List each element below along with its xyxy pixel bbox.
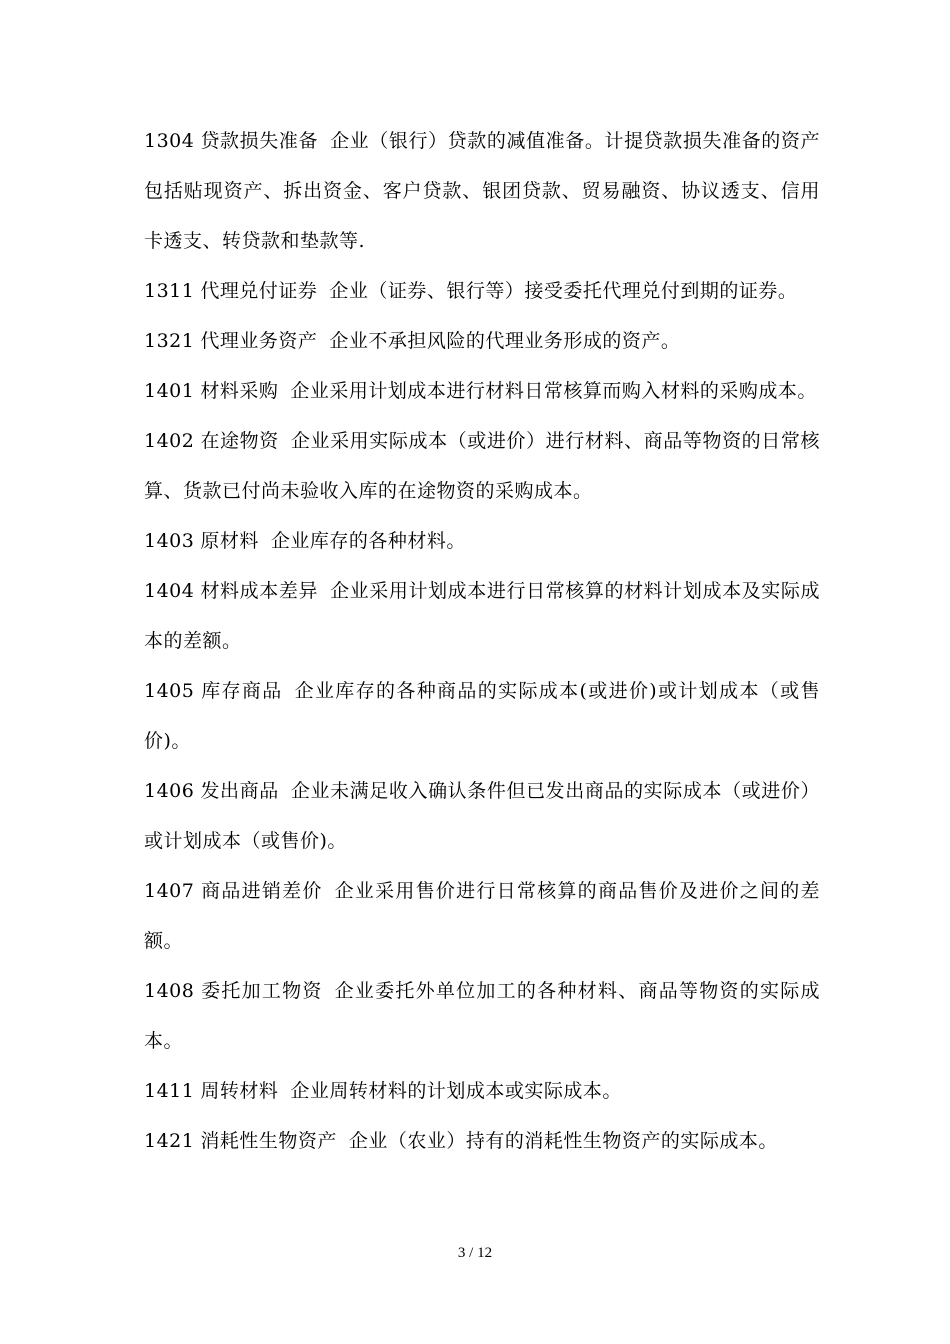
entry-1421 [144, 1116, 820, 1166]
page-number: 3 / 12 [457, 1245, 493, 1261]
entry-name: 代理业务资产 [200, 330, 318, 352]
entry-1408 [144, 966, 820, 1066]
entry-description: 企业委托外单位加工的各种材料、商品等物资的实际成本。 [144, 980, 820, 1052]
entry-code: 1304 [144, 130, 195, 152]
entry-1404 [144, 566, 820, 666]
entry-code: 1311 [144, 280, 195, 302]
entry-name: 原材料 [200, 530, 259, 552]
entry-description: 企业采用计划成本进行日常核算的材料计划成本及实际成本的差额。 [144, 580, 820, 652]
entry-description: 企业未满足收入确认条件但已发出商品的实际成本（或进价）或计划成本（或售价)。 [144, 780, 820, 852]
entry-name: 在途物资 [200, 430, 279, 452]
entry-name: 委托加工物资 [200, 980, 323, 1002]
entry-1403 [144, 516, 820, 566]
entry-description: 企业采用计划成本进行材料日常核算而购入材料的采购成本。 [290, 380, 817, 402]
entry-name: 材料成本差异 [200, 580, 319, 602]
entry-description: 企业库存的各种材料。 [270, 530, 466, 552]
entry-code: 1421 [144, 1130, 195, 1152]
entry-name: 周转材料 [200, 1080, 279, 1102]
entry-description: 企业（农业）持有的消耗性生物资产的实际成本。 [348, 1130, 778, 1152]
entry-code: 1407 [144, 880, 195, 902]
account-entries [144, 116, 820, 1166]
entry-code: 1406 [144, 780, 195, 802]
entry-name: 代理兑付证券 [200, 280, 318, 302]
entry-code: 1402 [144, 430, 195, 452]
entry-description: 企业采用售价进行日常核算的商品售价及进价之间的差额。 [144, 880, 820, 952]
entry-description: 企业周转材料的计划成本或实际成本。 [290, 1080, 622, 1102]
entry-description: 企业不承担风险的代理业务形成的资产。 [329, 330, 681, 352]
entry-code: 1401 [144, 380, 195, 402]
entry-1311 [144, 266, 820, 316]
entry-1321 [144, 316, 820, 366]
entry-1402 [144, 416, 820, 516]
entry-description: 企业（银行）贷款的减值准备。计提贷款损失准备的资产包括贴现资产、拆出资金、客户贷款、银团贷款、贸易融资、协议透支、信用卡透支、转贷款和垫款等. [144, 130, 820, 252]
entry-description: 企业（证券、银行等）接受委托代理兑付到期的证券。 [329, 280, 798, 302]
entry-1407 [144, 866, 820, 966]
entry-1405 [144, 666, 820, 766]
entry-code: 1404 [144, 580, 195, 602]
entry-name: 贷款损失准备 [200, 130, 319, 152]
entry-name: 库存商品 [200, 680, 283, 702]
entry-description: 企业库存的各种商品的实际成本(或进价)或计划成本（或售价)。 [144, 680, 820, 752]
entry-code: 1411 [144, 1080, 195, 1102]
entry-name: 消耗性生物资产 [200, 1130, 337, 1152]
entry-1304 [144, 116, 820, 266]
entry-1401 [144, 366, 820, 416]
entry-1406 [144, 766, 820, 866]
entry-code: 1321 [144, 330, 195, 352]
entry-description: 企业采用实际成本（或进价）进行材料、商品等物资的日常核算、货款已付尚未验收入库的在途物资的采购成本。 [144, 430, 820, 502]
entry-name: 商品进销差价 [200, 880, 323, 902]
entry-code: 1405 [144, 680, 195, 702]
entry-name: 发出商品 [200, 780, 279, 802]
entry-code: 1408 [144, 980, 195, 1002]
entry-name: 材料采购 [200, 380, 279, 402]
entry-code: 1403 [144, 530, 195, 552]
entry-1411 [144, 1066, 820, 1116]
